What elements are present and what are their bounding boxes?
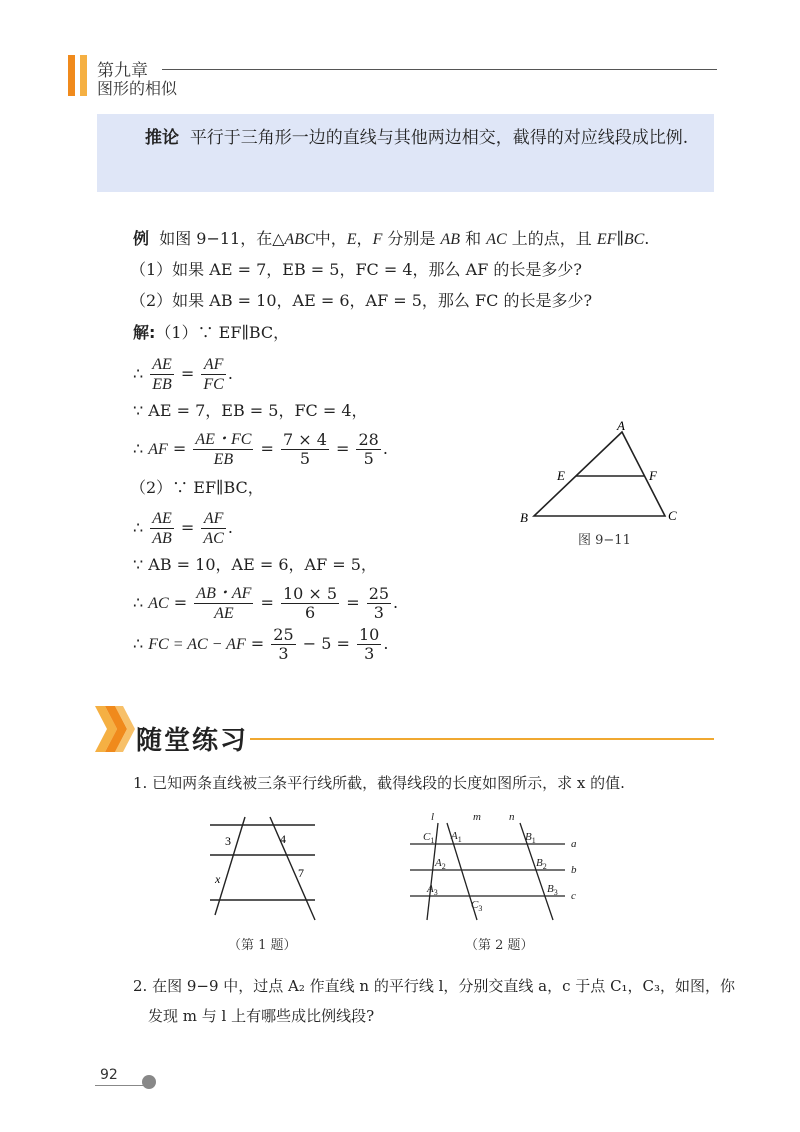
line-label-c: c (571, 890, 576, 902)
page-number: 92 (100, 1067, 118, 1083)
point-label-f: F (649, 468, 657, 483)
corollary-box (97, 114, 714, 192)
point-label-e: E (557, 468, 565, 483)
practice-question-2-line-2: 发现 m 与 l 上有哪些成比例线段? (148, 1007, 375, 1025)
page-marker-dot (142, 1075, 156, 1089)
point-label-a2: $A_2$ (435, 857, 446, 871)
point-label-b2: $B_2$ (536, 857, 547, 871)
section-title: 随堂练习 (136, 726, 249, 756)
solution-line-5: （2）∵ EF∥BC， (130, 478, 264, 497)
point-label-c3: $C_3$ (471, 899, 483, 913)
solution-label: 解: (133, 323, 156, 342)
example-statement: 例 如图 9−11，在△ABC中，E，F 分别是 AB 和 AC 上的点，且 EF∥BC. (133, 229, 650, 248)
figure-9-11-triangle (510, 418, 690, 528)
section-chevron-icon (95, 706, 137, 752)
example-question-2: （2）如果 AB = 10，AE = 6，AF = 5，那么 FC 的长是多少? (130, 291, 593, 310)
corollary-text: 平行于三角形一边的直线与其他两边相交，截得的对应线段成比例. (189, 128, 689, 148)
segment-label-x: x (215, 872, 221, 886)
solution-ac-calc: ∴ AC = $\frac{AB・AF}{AE}$ = $\frac{10 \times 5}{6}$ = $\frac{25}{3}$ . (133, 584, 399, 622)
segment-label-3: 3 (225, 834, 231, 848)
line-label-l: l (431, 811, 435, 823)
practice-figure-1 (205, 815, 325, 925)
vertex-label-a: A (617, 418, 625, 433)
vertex-label-c: C (668, 508, 677, 523)
solution-ratio-2: ∴ $\frac{AE}{AB}$ = $\frac{AF}{AC}$ . (133, 510, 233, 547)
point-label-a1: $A_1$ (451, 830, 462, 844)
figure-9-11-caption: 图 9−11 (578, 533, 631, 548)
example-question-1: （1）如果 AE = 7，EB = 5，FC = 4，那么 AF 的长是多少? (130, 260, 582, 279)
solution-af-calc: ∴ AF = $\frac{AE・FC}{EB}$ = $\frac{7 \times 4}{5}$ = $\frac{28}{5}$ . (133, 430, 388, 468)
chapter-number: 第九章 (97, 61, 148, 81)
solution-line-7: ∵ AB = 10，AE = 6，AF = 5， (133, 555, 377, 574)
practice-figure-2-caption: （第 2 题） (465, 938, 534, 953)
segment-label-4: 4 (280, 832, 286, 846)
point-label-c1: $C_1$ (423, 831, 435, 845)
solution-line-3: ∵ AE = 7，EB = 5，FC = 4， (133, 401, 368, 420)
chapter-title: 图形的相似 (97, 79, 178, 98)
practice-figure-2 (405, 808, 595, 928)
point-label-b3: $B_3$ (547, 883, 558, 897)
header-rule (162, 69, 717, 70)
practice-figure-1-caption: （第 1 题） (228, 938, 297, 953)
page-number-rule (95, 1085, 145, 1086)
line-label-m: m (473, 811, 481, 823)
corollary-label: 推论 (145, 128, 179, 148)
chapter-accent-bar (68, 55, 75, 96)
practice-question-2-line-1: 2. 在图 9−9 中，过点 A₂ 作直线 n 的平行线 l，分别交直线 a，c 于点 C₁，C₃，如图，你 (133, 977, 736, 995)
solution-fc-calc: ∴ FC = AC − AF = $\frac{25}{3}$ − 5 = $\frac{10}{3}$ . (133, 625, 389, 663)
segment-label-7: 7 (298, 866, 304, 880)
line-label-b: b (571, 864, 577, 876)
solution-ratio-1: ∴ $\frac{AE}{EB}$ = $\frac{AF}{FC}$ . (133, 356, 233, 393)
practice-question-1: 1. 已知两条直线被三条平行线所截，截得线段的长度如图所示，求 x 的值. (133, 774, 625, 792)
line-label-n: n (509, 811, 515, 823)
point-label-b1: $B_1$ (525, 831, 536, 845)
line-label-a: a (571, 838, 577, 850)
section-rule (250, 738, 714, 740)
example-label: 例 (133, 229, 150, 248)
solution-line-1: 解:（1）∵ EF∥BC， (133, 323, 290, 342)
point-label-a3: $A_3$ (427, 883, 438, 897)
vertex-label-b: B (520, 510, 528, 525)
chapter-accent-bar-light (80, 55, 87, 96)
